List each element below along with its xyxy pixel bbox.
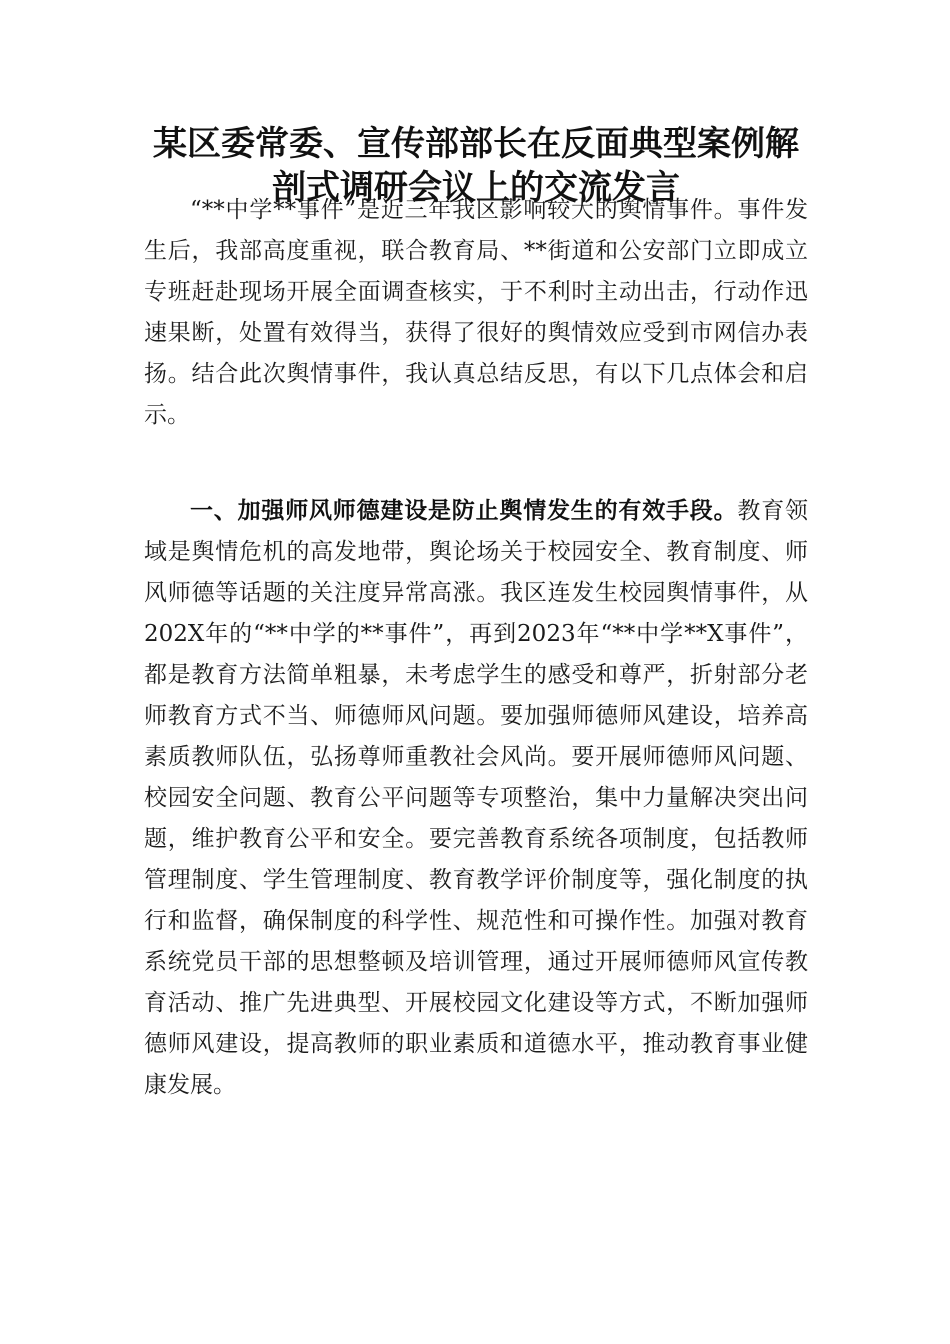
document-title: 某区委常委、宣传部部长在反面典型案例解剖式调研会议上的交流发言 — [153, 124, 799, 208]
section-one-paragraph — [144, 490, 808, 1106]
section-one-heading: 一、加强师风师德建设是防止舆情发生的有效手段。 — [190, 497, 738, 524]
section-one-text: 教育领域是舆情危机的高发地带，舆论场关于校园安全、教育制度、师风师德等话题的关注度异常高涨。我区连发生校园舆情事件，从202X年的“**中学的**事件”，再到2023年“**中学**X事件”，都是教育方法简单粗暴，未考虑学生的感受和尊严，折射部分老师教育方式不当、师德师风问题。要加强师德师风建设，培养高素质教师队伍，弘扬尊师重教社会风尚。要开展师德师风问题、校园安全问题、教育公平问题等专项整治，集中力量解决突出问题，维护教育公平和安全。要完善教育系统各项制度，包括教师管理制度、学生管理制度、教育教学评价制度等，强化制度的执行和监督，确保制度的科学性、规范性和可操作性。加强对教育系统党员干部的思想整顿及培训管理，通过开展师德师风宣传教育活动、推广先进典型、开展校园文化建设等方式，不断加强师德师风建设，提高教师的职业素质和道德水平，推动教育事业健康发展。 — [144, 498, 809, 1098]
intro-paragraph — [144, 190, 808, 436]
intro-paragraph-text: “**中学**事件”是近三年我区影响较大的舆情事件。事件发生后，我部高度重视，联合教育局、**街道和公安部门立即成立专班赶赴现场开展全面调查核实，于不利时主动出击，行动作迅速果断，处置有效得当，获得了很好的舆情效应受到市网信办表扬。结合此次舆情事件，我认真总结反思，有以下几点体会和启示。 — [144, 197, 808, 428]
